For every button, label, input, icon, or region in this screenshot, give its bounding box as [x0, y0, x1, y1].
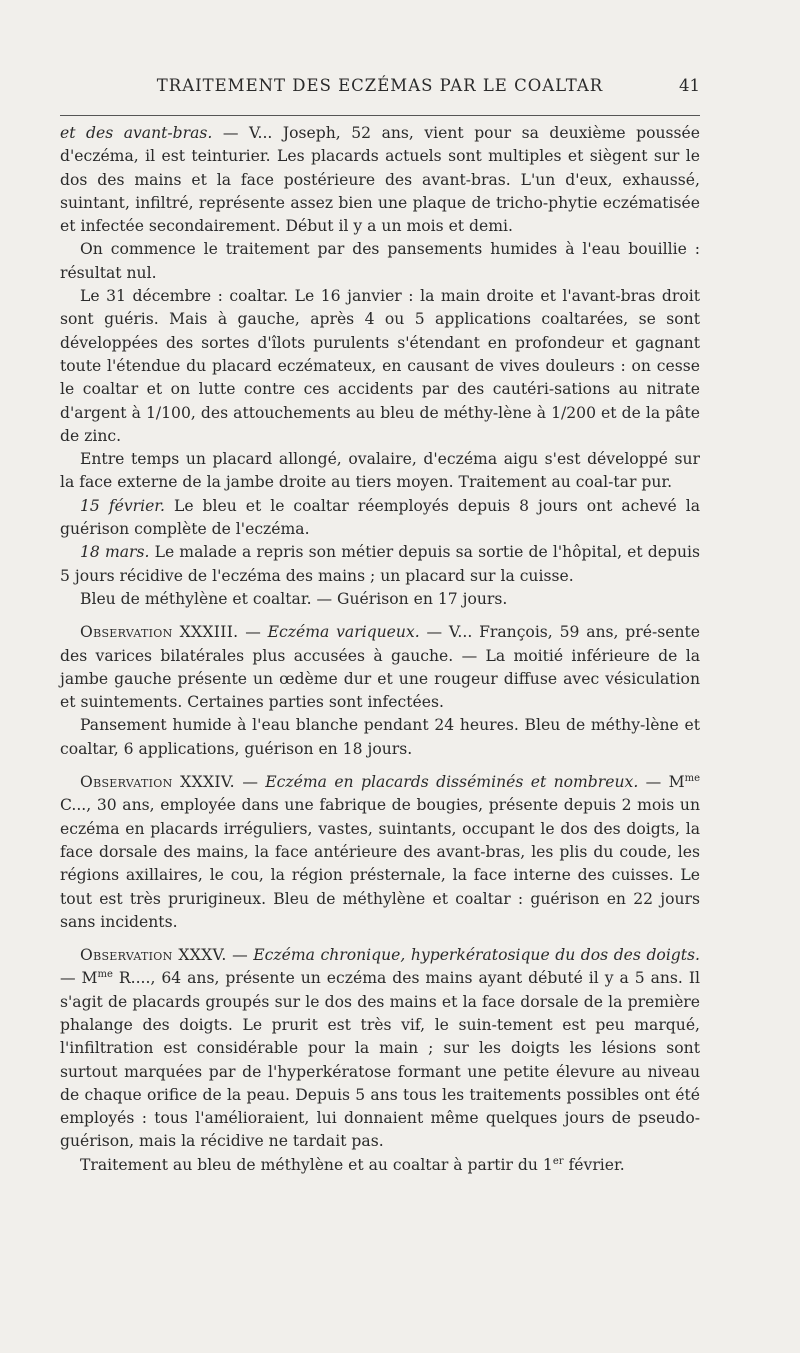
dash: — — [234, 773, 266, 792]
paragraph-text: Le malade a repris son métier depuis sa sortie de l'hôpital, et depuis 5 jours récidive de l'eczéma des mains ; un placard sur la cuisse. — [60, 543, 700, 585]
dash: — — [238, 623, 268, 642]
observation-35-treatment — [60, 1154, 700, 1177]
superscript-me: me — [97, 969, 113, 981]
superscript-er: er — [552, 1155, 564, 1167]
observation-33-treatment: Pansement humide à l'eau blanche pendant 24 heures. Bleu de méthy-lène et coaltar, 6 applications, guérison en 18 jours. — [60, 716, 700, 758]
paragraph-march — [60, 541, 700, 588]
observation-35 — [60, 944, 700, 1154]
date-february: 15 février. — [80, 496, 165, 515]
running-title: TRAITEMENT DES ECZÉMAS PAR LE COALTAR — [156, 76, 604, 95]
observation-title: Eczéma variqueux. — [267, 623, 420, 642]
observation-title: Eczéma chronique, hyperkératosique du dos des doigts. — [253, 946, 701, 965]
observation-title: Eczéma en placards disséminés et nombreux. — [265, 773, 639, 792]
observation-33 — [60, 621, 700, 714]
dash-madame: — M — [638, 773, 685, 792]
paragraph-december-coaltar: Le 31 décembre : coaltar. Le 16 janvier : la main droite et l'avant-bras droit sont guéris. Mais à gauche, après 4 ou 5 applications coaltarées, se sont développées des sortes d'îlots purulents s'étendant en profondeur et gagnant toute l'étendue du placard eczémateux, en causant de vives douleurs : on cesse le coaltar et on lutte contre ces accidents par des cautéri-sations au nitrate d'argent à 1/100, des attouchements au bleu de méthy-lène à 1/200 et de la pâte de zinc. — [60, 287, 700, 445]
paragraph-text: Le bleu et le coaltar réemployés depuis 8 jours ont achevé la guérison complète de l'eczéma. — [60, 496, 700, 539]
observation-34 — [60, 771, 700, 934]
paragraph-leg-placard: Entre temps un placard allongé, ovalaire, d'eczéma aigu s'est développé sur la face externe de la jambe droite au tiers moyen. Traitement au coal-tar pur. — [60, 450, 700, 492]
paragraph-february — [60, 495, 700, 542]
observation-text: R...., 64 ans, présente un eczéma des mains ayant débuté il y a 5 ans. Il s'agit de placards groupés sur le dos des mains et la face dorsale de la première phalange des doigts. Le prurit est très vif, le suin-tement est peu marqué, l'infiltration est considérable pour la main ; sur les doigts les lésions sont surtout marquées par de l'hyperkératose formant une petite élevure au niveau de chaque orifice de la peau. Depuis 5 ans tous les traitements possibles ont été employés : tous l'amélioraient, lui donnaient même quelques jours de pseudo-guérison, mais la récidive ne tardait pas. — [60, 969, 700, 1151]
date-march: 18 mars. — [80, 543, 150, 562]
paragraph-text: — V... Joseph, 52 ans, vient pour sa deuxième poussée d'eczéma, il est teinturier. Les placards actuels sont multiples et siègent sur le dos des mains et la face postérieure des avant-bras. L'un d'eux, exhaussé, suintant, infiltré, représente assez bien une plaque de tricho-phytie eczématisée et infectée secondairement. Début il y a un mois et demi. — [60, 124, 701, 236]
observation-text: C..., 30 ans, employée dans une fabrique de bougies, présente depuis 2 mois un eczéma en placards irréguliers, vastes, suintants, occupant le dos des doigts, la face dorsale des mains, la face antérieure des avant-bras, les plis du coude, les régions axillaires, le cou, la région présternale, la face interne des cuisses. Le tout est très prurigineux. Bleu de méthylène et coaltar : guérison en 22 jours sans incidents. — [60, 796, 700, 931]
superscript-me: me — [684, 772, 701, 784]
treatment-text: Traitement au bleu de méthylène et au coaltar à partir du 1 — [80, 1155, 553, 1174]
paragraph-obs32-continuation — [60, 122, 700, 238]
page-number: 41 — [679, 76, 700, 95]
header-rule — [60, 115, 700, 116]
dash: — — [226, 946, 254, 965]
body-text — [60, 122, 700, 1177]
paragraph-cure: Bleu de méthylène et coaltar. — Guérison en 17 jours. — [80, 589, 508, 608]
page-header — [60, 76, 700, 102]
paragraph-initial-treatment: On commence le traitement par des pansements humides à l'eau bouillie : résultat nul. — [60, 240, 700, 282]
observation-label: Observation XXXIV. — [80, 773, 235, 792]
observation-label: Observation XXXIII. — [80, 623, 239, 642]
observation-label: Observation XXXV. — [80, 946, 227, 965]
treatment-text-end: février. — [563, 1155, 625, 1174]
observation-text: — V... François, 59 ans, pré-sente des varices bilatérales plus accusées à gauche. — La moitié inférieure de la jambe gauche présente un œdème dur et une rougeur diffuse avec vésiculation et suintements. Certaines parties sont infectées. — [60, 623, 701, 712]
italic-heading-fragment: et des avant-bras. — [60, 124, 213, 142]
dash-madame: — M — [60, 969, 98, 988]
